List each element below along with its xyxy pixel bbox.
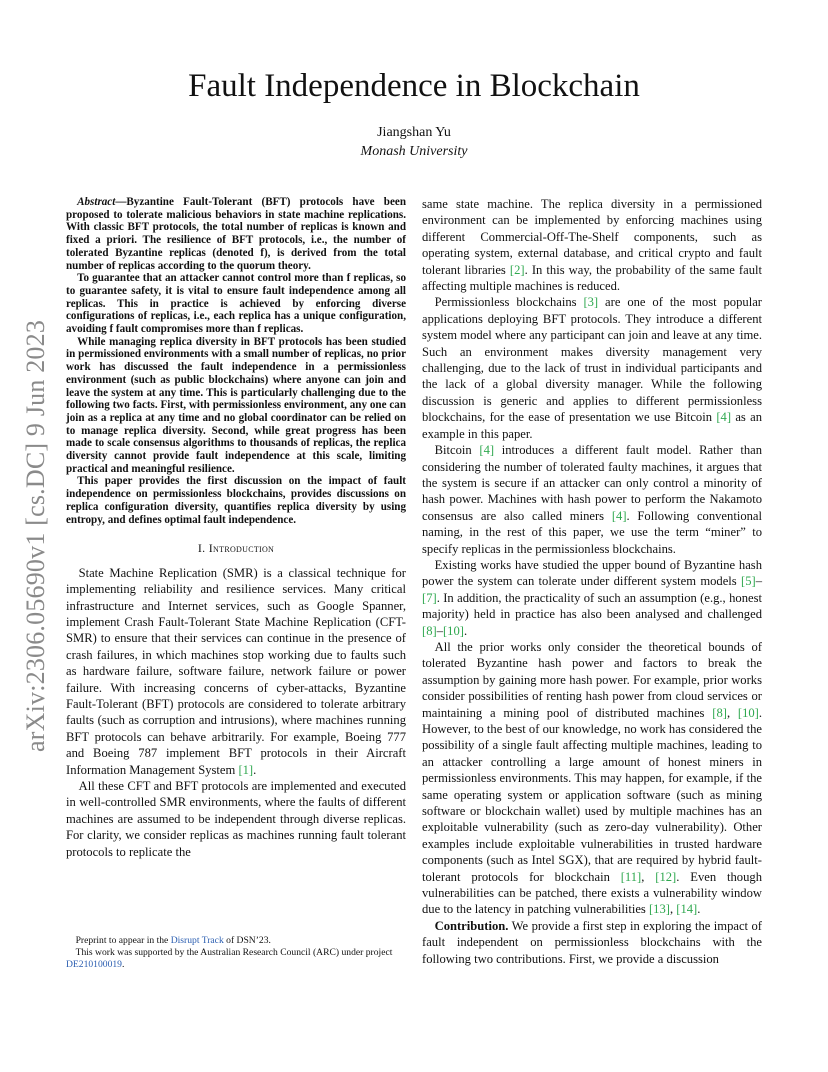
citation-link[interactable]: [10] [737, 705, 759, 720]
text-span: Permissionless blockchains [434, 295, 584, 310]
text-span: – [755, 574, 762, 589]
footnote-1-text: Preprint to appear in the [75, 935, 171, 946]
text-span: Existing works have studied the upper bound of Byzantine hash power the system can tolerate under different system models [422, 557, 762, 589]
abstract-paragraph-3: While managing replica diversity in BFT protocols has been studied in permissioned environments with a small number of replicas, no prior work has discussed the fault independence in a permissionless environment (such as public blockchains) where anyone can join and leave the system at any time. This is particularly challenging due to the following two facts. First, with permissionless environment, any one can join as a replica at any time and no global coordinator can be relied on to manage replica diversity. Second, while great progress has been made to scale consensus algorithms to thousands of replicas, the replica diversity cannot provide fault independence at this scale, limiting practical and meaningful resilience. [66, 335, 406, 475]
text-span: as an example in this paper. [422, 410, 762, 441]
intro-paragraph-1 [66, 565, 406, 778]
right-paragraph-2 [422, 294, 762, 442]
section-number: I. [197, 541, 206, 556]
citation-link[interactable]: [4] [611, 508, 627, 523]
intro-paragraph-1-end: . [253, 762, 257, 777]
text-span: , [726, 705, 738, 720]
author-name: Jiangshan Yu [377, 125, 451, 140]
text-span: . In addition, the practicality of such an assumption (e.g., honest majority) held in practice has also been analysed and challenged [422, 590, 762, 622]
abstract-text-1: —Byzantine Fault-Tolerant (BFT) protocols have been proposed to tolerate malicious behaviors in state machine replications. With classic BFT protocols, the total number of replicas is known and fixed a priori. The resilience of BFT protocols, i.e., the number of tolerated Byzantine replicas (denoted f), is derived from the total number of replicas according to the quorum theory. [66, 196, 406, 272]
citation-link[interactable]: [2] [509, 262, 525, 277]
citation-link[interactable]: [3] [583, 295, 599, 310]
text-span: , [641, 869, 656, 884]
section-title: Introduction [208, 541, 275, 556]
text-span: We provide a first step in exploring the impact of fault independent on permissionless blockchains with the following two contributions. First, we provide a discussion [422, 918, 762, 966]
right-paragraph-1-end: . In this way, the probability of the same fault affecting multiple machines is reduced. [422, 262, 762, 294]
right-paragraph-1 [422, 196, 762, 294]
right-column [422, 196, 762, 967]
text-span: – [436, 623, 443, 638]
right-paragraph-3 [422, 442, 762, 557]
contribution-label: Contribution. [434, 918, 509, 933]
text-span: introduces a different fault model. Rather than considering the number of tolerated faulty machines, it argues that the system is secure if an attacker can only control a minority of hash power. Machines with hash power to perform the Nakamoto consensus are also called miners [422, 443, 763, 523]
right-paragraph-1-text: same state machine. The replica diversity in a permissioned environment can be implemented by enforcing machines using different Commercial-Off-The-Shelf components, such as operating system, external database, and critical crypto and fault tolerant libraries [422, 197, 762, 277]
citation-link[interactable]: [10] [442, 623, 464, 638]
citation-link[interactable]: [4] [716, 410, 732, 425]
intro-paragraph-1-text: State Machine Replication (SMR) is a classical technique for implementing reliability and resilience services. Many critical infrastructure and Internet services, such as Google Spanner, implement Crash Fault-Tolerant State Machine Replication (CFT-SMR) to ensure that their services can continue in the presence of crash failures, in which machines stop working due to faults such as hardware failure, software failure, network failure or power failure. With increasing concerns of cyber-attacks, Byzantine Fault-Tolerant (BFT) protocols are considered to tolerate arbitrary faults (such as corruption and intrusions), where machines running BFT protocols can behave arbitrarily. For example, Boeing 777 and Boeing 787 implement BFT protocols in their Aircraft Information Management System [66, 565, 406, 777]
text-span: are one of the most popular applications deploying BFT protocols. They introduce a different system model where any participant can join and leave at any time. Such an environment makes diversity management very challenging, due to the lack of trust in individual participants and the lack of a global diversity manager. While the following discussion is generic and applies to different permissionless blockchains, for the ease of presentation we use Bitcoin [422, 295, 762, 425]
citation-link[interactable]: [4] [479, 443, 495, 458]
citation-link[interactable]: [12] [655, 869, 677, 884]
citation-link[interactable]: [11] [620, 869, 642, 884]
footnotes [66, 935, 406, 971]
footnote-preprint [66, 935, 406, 947]
section-heading-introduction [66, 540, 406, 556]
grant-link[interactable]: DE210100019 [66, 959, 122, 970]
arxiv-identifier-stamp: arXiv:2306.05690v1 [cs.DC] 9 Jun 2023 [21, 319, 50, 752]
footnote-2-end: . [121, 959, 125, 970]
text-span: . However, to the best of our knowledge, no work has considered the possibility of a single fault affecting multiple machines, leading to an attacker controlling a large amount of honest miners in permissionless environments. This may happen, for example, if the same operating system or application software (such as mining software or blockchain wallet) used by multiple machines has an exploitable vulnerability (such as zero-day vulnerability). Other examples include exploitable vulnerabilities in trusted hardware components (such as Intel SGX), that are required by hybrid fault-tolerant protocols for blockchain [422, 705, 763, 884]
text-span: All the prior works only consider the theoretical bounds of tolerated Byzantine hash power and factors to break the assumption by gaining more hash power. For example, prior works consider possibilities of renting hash power from cloud services or maintaining a mining pool of distributed machines [422, 639, 762, 720]
intro-paragraph-2: All these CFT and BFT protocols are implemented and executed in well-controlled SMR environments, where the faults of different machines are assumed to be independent through diverse replicas. For clarity, we consider replicas as machines running fault tolerant protocols to replicate the [66, 778, 406, 859]
author-affiliation: Monash University [360, 144, 468, 159]
abstract-paragraph-4: This paper provides the first discussion on the impact of fault independence on permissionless blockchains, provides discussions on replica configuration diversity, quantifies replica diversity by using entropy, and defines optimal fault independence. [66, 475, 406, 526]
abstract-label: Abstract [77, 196, 116, 208]
contribution-paragraph [422, 918, 762, 967]
footnote-1-end: of DSN’23. [223, 935, 271, 946]
text-span: . Even though vulnerabilities can be patched, there exists a vulnerability window due to the latency in patching vulnerabilities [422, 869, 762, 917]
text-span: . [463, 623, 468, 638]
footnote-funding [66, 947, 406, 971]
citation-link[interactable]: [13] [648, 902, 670, 917]
citation-link[interactable]: [8] [422, 623, 437, 638]
right-paragraph-5 [422, 639, 762, 918]
paper-title: Fault Independence in Blockchain [188, 68, 640, 104]
disrupt-track-link[interactable]: Disrupt Track [170, 935, 224, 946]
citation-link[interactable]: [5] [741, 574, 756, 589]
footnote-2-text: This work was supported by the Australian Research Council (ARC) under project [75, 947, 393, 958]
text-span: . Following conventional naming, in the rest of this paper, we use the term “miner” to specify replicas in the permissionless blockchains. [422, 508, 762, 556]
citation-link[interactable]: [1] [238, 762, 254, 777]
text-span: . [697, 902, 701, 917]
left-column [66, 196, 406, 860]
text-span: , [669, 902, 677, 917]
citation-link[interactable]: [8] [712, 705, 727, 720]
abstract [66, 196, 406, 526]
right-paragraph-4 [422, 557, 762, 639]
abstract-paragraph-1 [66, 196, 406, 272]
text-span: Bitcoin [434, 443, 480, 458]
abstract-paragraph-2: To guarantee that an attacker cannot control more than f replicas, so to guarantee safety, it is vital to ensure fault independence among all replicas. This in practice is achieved by enforcing diverse configurations of replicas, i.e., each replica has a unique configuration, avoiding f fault compromises more than f replicas. [66, 272, 406, 336]
citation-link[interactable]: [14] [676, 902, 698, 917]
citation-link[interactable]: [7] [422, 590, 437, 605]
